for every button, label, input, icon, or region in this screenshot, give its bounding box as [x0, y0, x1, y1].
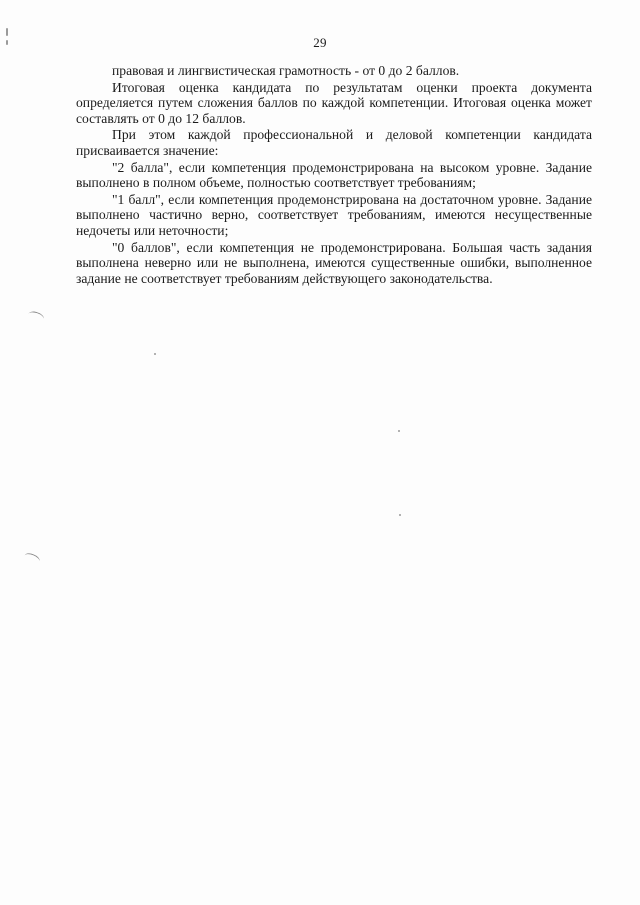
scan-dot-3: [399, 514, 401, 516]
scan-dot-1: [154, 353, 156, 355]
paragraph-assignment: При этом каждой профессиональной и деловой компетенции кандидата присваивается значение:: [76, 127, 592, 158]
scan-mark-left-top: [6, 28, 8, 36]
page-number: 29: [313, 35, 327, 50]
document-body: [76, 63, 592, 286]
paragraph-one-point: "1 балл", если компетенция продемонстрирована на достаточном уровне. Задание выполнено частично верно, соответствует требованиям, имеются несущественные недочеты или неточности;: [76, 191, 592, 238]
paragraph-final-score: Итоговая оценка кандидата по результатам оценки проекта документа определяется путем сложения баллов по каждой компетенции. Итоговая оценка может составлять от 0 до 12 баллов.: [76, 79, 592, 126]
scan-mark-left-top-2: [6, 40, 8, 45]
paragraph-literacy: правовая и лингвистическая грамотность - от 0 до 2 баллов.: [112, 63, 460, 78]
scan-dot-2: [398, 430, 400, 432]
scan-smudge-left-1: [27, 310, 45, 324]
scan-smudge-left-2: [23, 551, 41, 565]
paragraph-two-points: "2 балла", если компетенция продемонстрирована на высоком уровне. Задание выполнено в полном объеме, полностью соответствует требованиям;: [76, 159, 592, 191]
paragraph-zero-points: "0 баллов", если компетенция не продемонстрирована. Большая часть задания выполнена неверно или не выполнена, имеются существенные ошибки, выполненное задание не соответствует требованиям действующего законодательства.: [76, 239, 592, 286]
